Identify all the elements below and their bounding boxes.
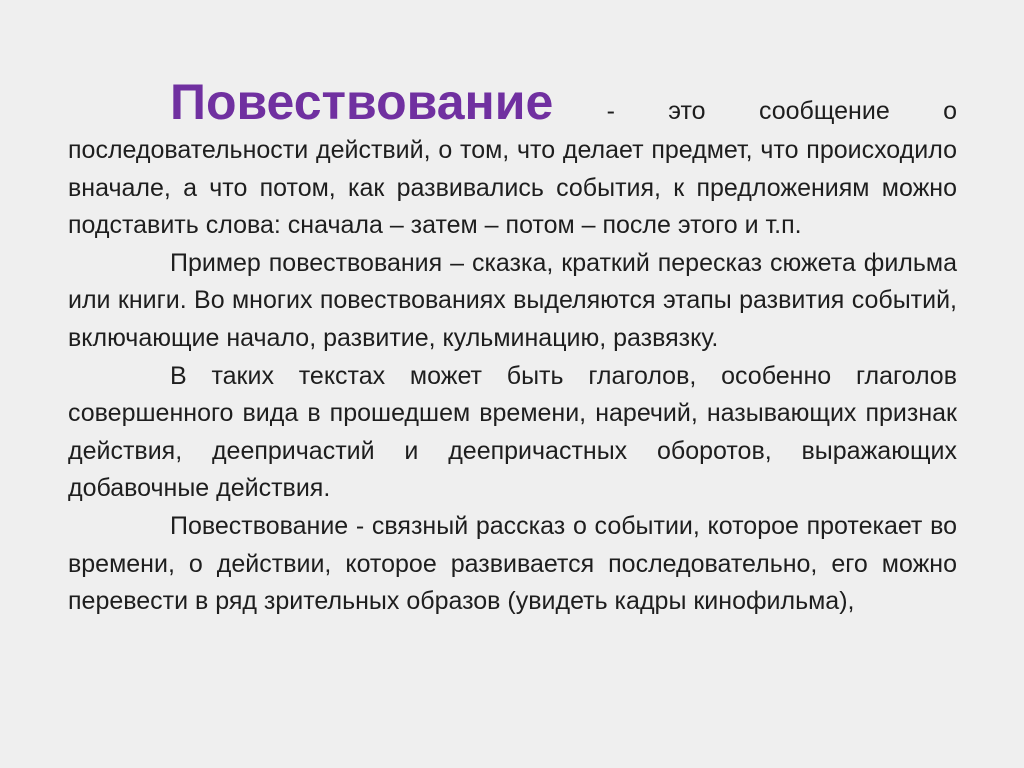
definition-first-line-tail: - это сообщение о	[553, 97, 957, 125]
paragraph-features: В таких текстах может быть глаголов, особенно глаголов совершенного вида в прошедшем времени, наречий, называющих признак действия, деепричастий и деепричастных оборотов, выражающих добавочные действия.	[68, 361, 957, 503]
term-heading: Повествование	[170, 74, 554, 130]
definition-paragraph: последовательности действий, о том, что делает предмет, что происходило вначале, а что потом, как развивались события, к предложениям можно подставить слова: сначала – затем – потом – после этого и т.п.	[68, 136, 957, 240]
paragraph-summary: Повествование - связный рассказ о событии, которое протекает во времени, о действии, которое развивается последовательно, его можно перевести в ряд зрительных образов (увидеть кадры кинофильма),	[68, 511, 957, 616]
definition-first-line	[68, 72, 957, 132]
slide-body	[68, 72, 957, 621]
paragraph-example: Пример повествования – сказка, краткий пересказ сюжета фильма или книги. Во многих повествованиях выделяются этапы развития событий, включающие начало, развитие, кульминацию, развязку.	[68, 248, 957, 352]
